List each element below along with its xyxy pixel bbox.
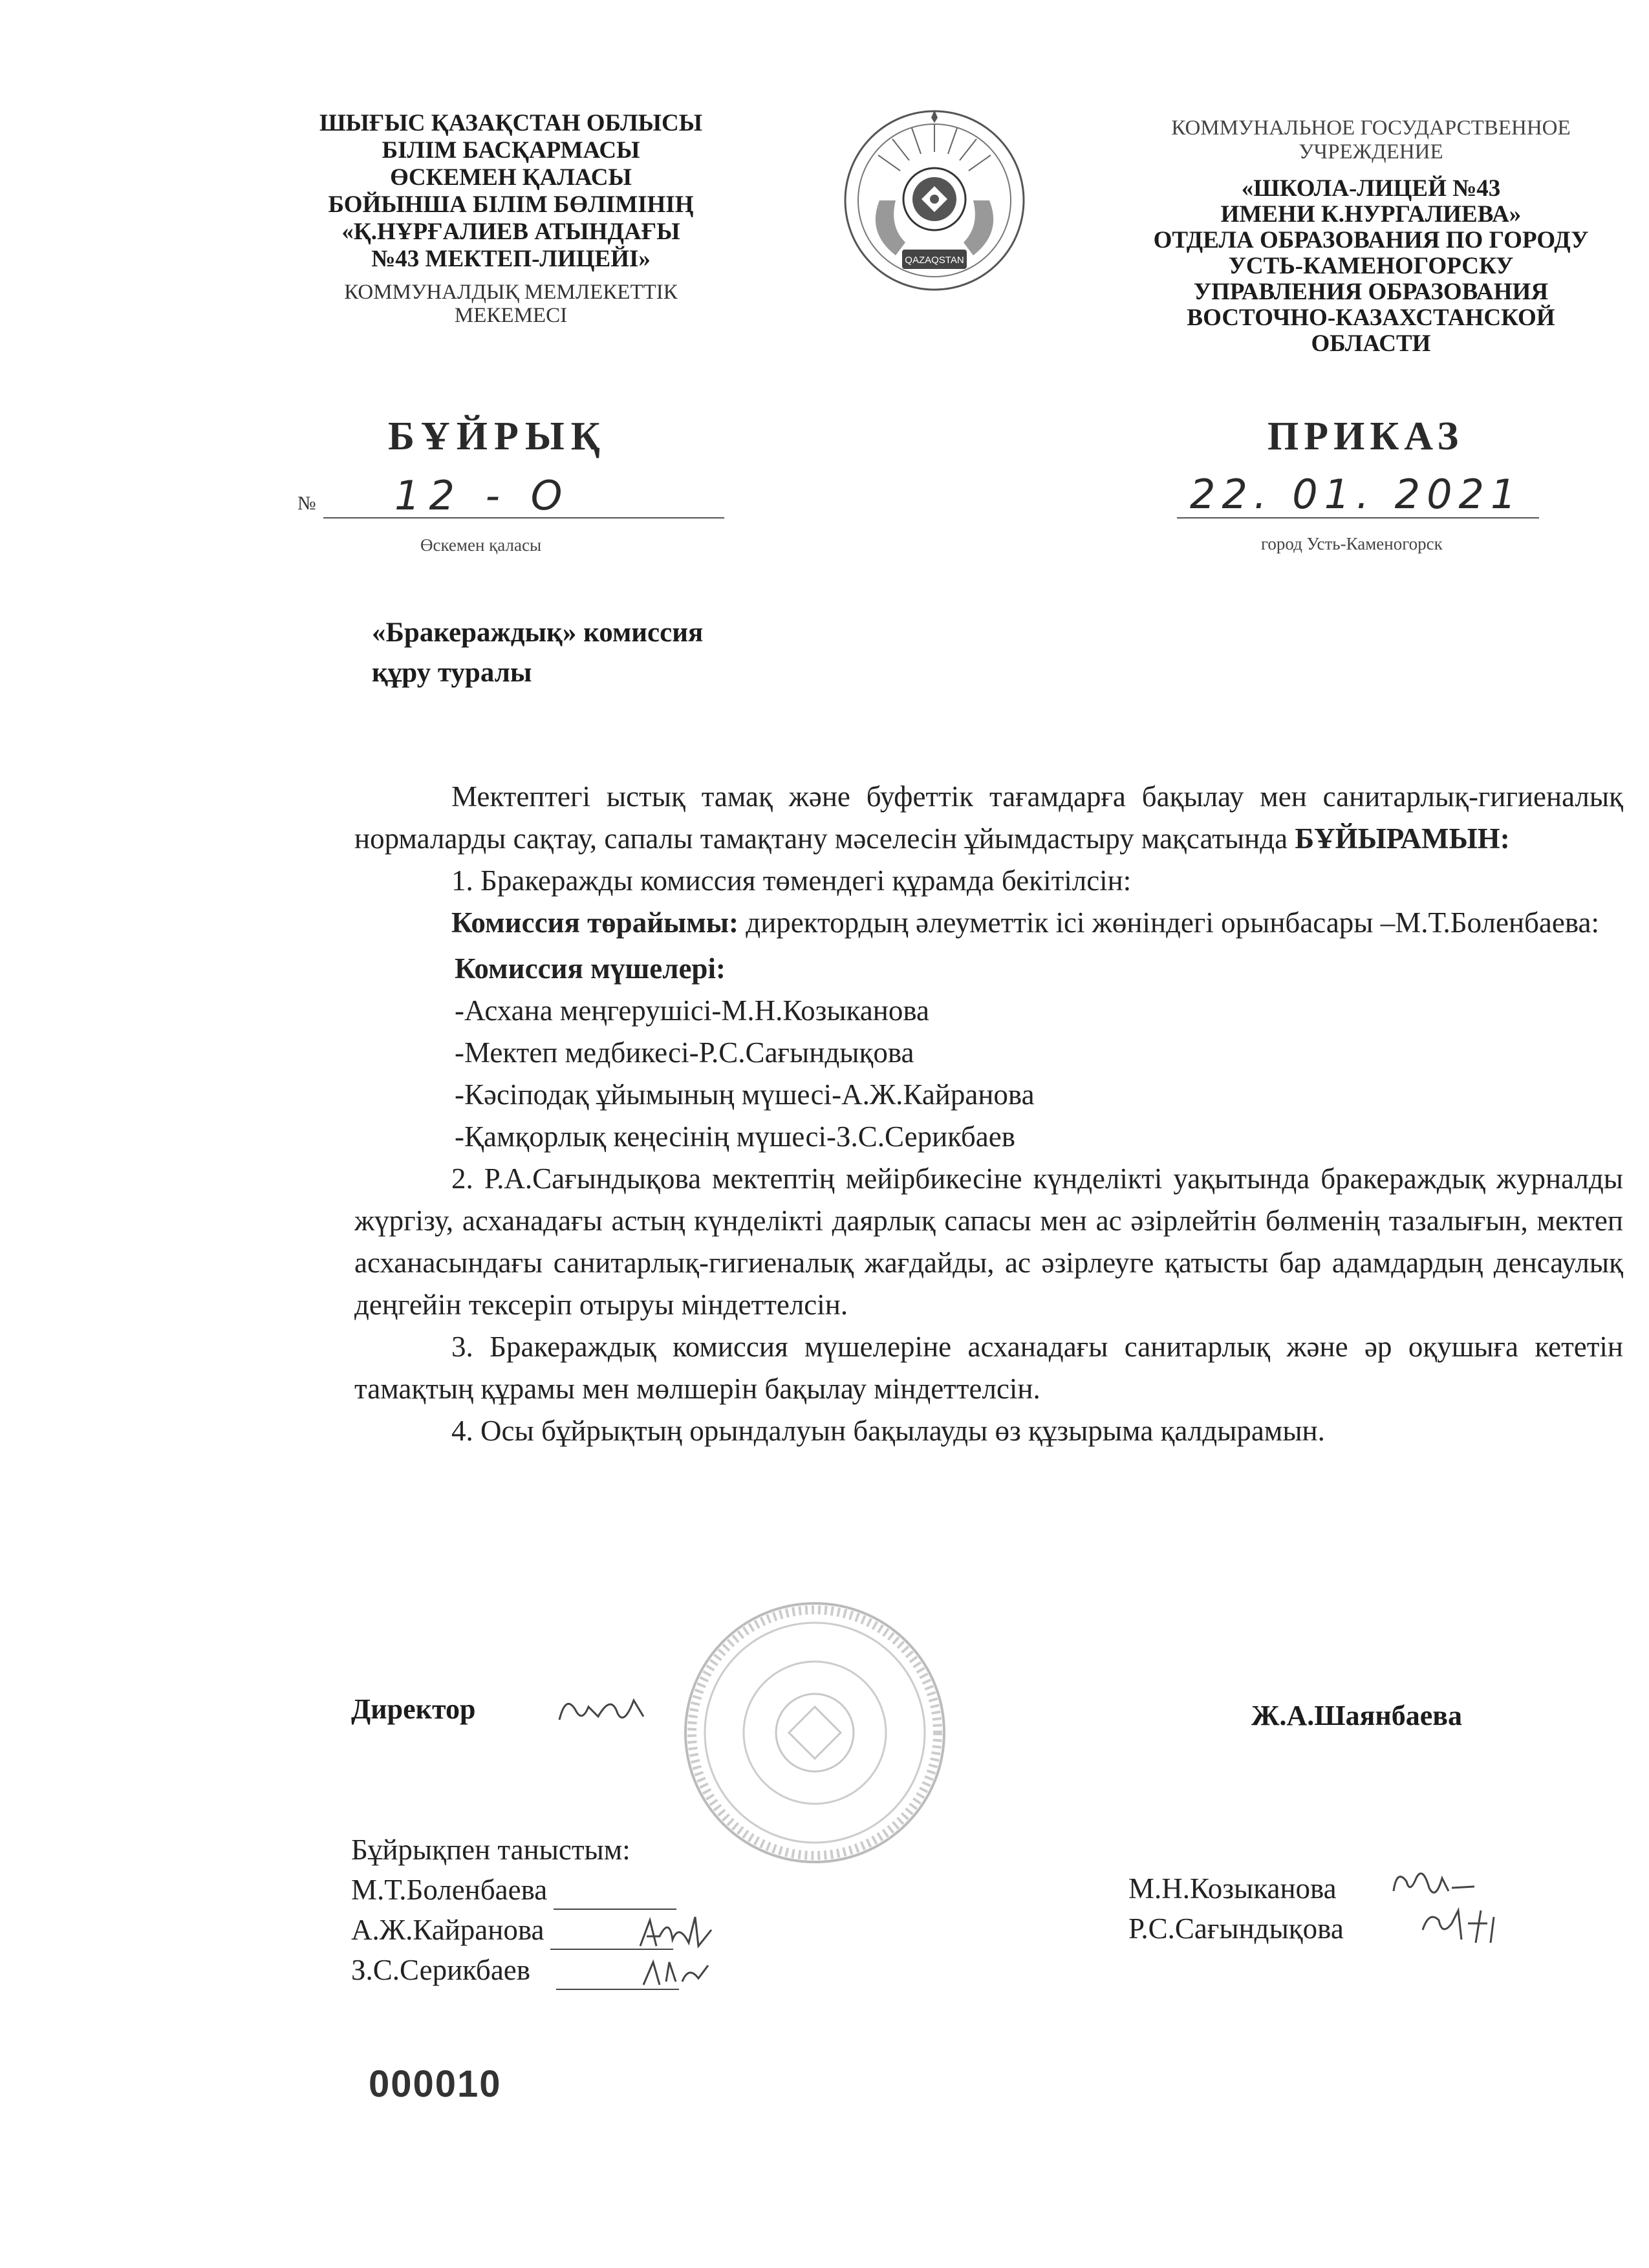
header-right-line: УСТЬ-КАМЕНОГОРСКУ — [1228, 253, 1514, 279]
members-label: Комиссия мүшелері: — [455, 952, 726, 985]
header-left-line: ӨСКЕМЕН ҚАЛАСЫ — [390, 164, 632, 191]
header-right-line: УПРАВЛЕНИЯ ОБРАЗОВАНИЯ — [1193, 279, 1549, 305]
ack-signature-line — [554, 1879, 676, 1910]
header-left-line: КОММУНАЛДЫҚ МЕМЛЕКЕТТІК — [344, 281, 678, 304]
ack-person: М.Н.Козыканова — [1128, 1872, 1337, 1905]
intro-bold: БҰЙЫРАМЫН: — [1295, 822, 1510, 855]
item-3 — [354, 1326, 1623, 1410]
signature-icon — [1416, 1904, 1507, 1949]
header-left-line: №43 МЕКТЕП-ЛИЦЕЙІ» — [371, 246, 651, 272]
acknowledgement-left — [351, 1830, 679, 1990]
ack-row — [351, 1910, 679, 1950]
chair-label: Комиссия төрайымы: — [451, 906, 739, 939]
item-4 — [354, 1410, 1623, 1452]
header-right-line: ИМЕНИ К.НУРГАЛИЕВА» — [1220, 201, 1522, 228]
signature-icon — [1387, 1862, 1478, 1907]
ack-person: Р.С.Сағындықова — [1128, 1912, 1344, 1945]
order-number-label: № — [297, 493, 316, 514]
header-right-line: ОТДЕЛА ОБРАЗОВАНИЯ ПО ГОРОДУ — [1153, 227, 1589, 253]
director-signature-icon — [553, 1687, 650, 1733]
header-right-line: «ШКОЛА-ЛИЦЕЙ №43 — [1241, 175, 1501, 202]
director-name: Ж.А.Шаянбаева — [1251, 1700, 1463, 1731]
ack-person: М.Т.Боленбаева — [351, 1874, 548, 1906]
item-2-text: Р.А.Сағындықова мектептің мейірбикесіне күнделікті уақытында бракераждық журналды жүргізу, асханадағы астың күнделікті даярлық сапасы мен ас әзірлейтін бөлменің тазалығын, мектеп асханасындағы санитарлық-гигиеналық жағдайды, ас әзірлеуге қатысты бар адамдардың денсаулық деңгейін тексеріп отыруы міндеттелсін. — [354, 1162, 1624, 1321]
state-emblem-icon — [841, 103, 1028, 297]
item-1-number: 1. — [451, 864, 473, 897]
official-stamp-icon — [679, 1597, 951, 1868]
header-right-line: КОММУНАЛЬНОЕ ГОСУДАРСТВЕННОЕ — [1171, 116, 1571, 140]
member-item: -Кәсіподақ ұйымының мүшесі-А.Ж.Кайранова — [455, 1078, 1035, 1111]
member-item: -Мектеп медбикесі-Р.С.Сағындықова — [455, 1036, 914, 1069]
acknowledgement-right — [1128, 1868, 1344, 1949]
intro-paragraph — [354, 776, 1623, 860]
header-left-kazakh — [259, 110, 763, 327]
member-item: -Қамқорлық кеңесінің мүшесі-З.С.Серикбаев — [455, 1120, 1015, 1153]
subject-line: «Бракераждық» комиссия — [372, 617, 704, 648]
members-label-row — [354, 948, 1623, 990]
order-subject — [372, 613, 703, 693]
item-4-number: 4. — [451, 1415, 473, 1447]
header-left-line: ШЫҒЫС ҚАЗАҚСТАН ОБЛЫСЫ — [319, 110, 703, 136]
ack-person: А.Ж.Кайранова — [351, 1914, 544, 1946]
item-1 — [354, 860, 1623, 902]
item-2 — [354, 1158, 1623, 1326]
item-2-number: 2. — [451, 1162, 473, 1195]
ack-person: З.С.Серикбаев — [351, 1954, 531, 1986]
item-3-number: 3. — [451, 1331, 473, 1363]
order-title-kz: БҰЙРЫҚ — [388, 414, 607, 458]
document-serial-number: 000010 — [369, 2063, 502, 2105]
item-1-text: Бракеражды комиссия төмендегі құрамда бекітілсін: — [480, 864, 1132, 897]
chair-paragraph — [354, 902, 1623, 944]
header-left-line: «Қ.НҰРҒАЛИЕВ АТЫНДАҒЫ — [341, 219, 680, 245]
header-left-line: МЕКЕМЕСІ — [454, 304, 568, 327]
order-title-ru: ПРИКАЗ — [1267, 414, 1464, 458]
header-right-line: ВОСТОЧНО-КАЗАХСТАНСКОЙ — [1187, 305, 1555, 331]
item-4-text: Осы бұйрықтың орындалуын бақылауды өз құзырыма қалдырамын. — [480, 1415, 1325, 1447]
intro-text: Мектептегі ыстық тамақ және буфеттік тағамдарға бақылау мен санитарлық-гигиеналық нормаларды сақтау, сапалы тамақтану мәселесін ұйымдастыру мақсатында — [354, 780, 1623, 855]
order-number-value: 12 - О — [394, 472, 572, 519]
acknowledgement-heading: Бұйрықпен таныстым: — [351, 1834, 630, 1866]
header-left-line: БОЙЫНША БІЛІМ БӨЛІМІНІҢ — [328, 191, 694, 218]
item-3-text: Бракераждық комиссия мүшелеріне асханадағы санитарлық және әр оқушыға кететін тамақтың құрамы мен мөлшерін бақылау міндеттелсін. — [354, 1331, 1624, 1405]
signature-icon — [634, 1910, 724, 1956]
order-date-value: 22. 01. 2021 — [1190, 471, 1523, 518]
city-kz: Өскемен қаласы — [420, 535, 542, 555]
ack-row — [351, 1870, 679, 1910]
order-body — [354, 776, 1623, 1452]
city-ru: город Усть-Каменогорск — [1261, 534, 1443, 553]
director-label: Директор — [351, 1693, 476, 1725]
chair-text: директордың әлеуметтік ісі жөніндегі орынбасары –М.Т.Боленбаева: — [746, 906, 1599, 939]
header-left-line: БІЛІМ БАСҚАРМАСЫ — [382, 137, 640, 164]
header-right-russian — [1138, 116, 1604, 357]
signature-icon — [637, 1952, 715, 1991]
ack-row — [351, 1950, 679, 1990]
member-item: -Асхана меңгерушісі-М.Н.Козыканова — [455, 994, 929, 1027]
header-right-line: ОБЛАСТИ — [1311, 330, 1431, 357]
header-right-line: УЧРЕЖДЕНИЕ — [1299, 140, 1443, 164]
subject-line: құру туралы — [372, 658, 532, 688]
emblem-ribbon: QAZAQSTAN — [905, 255, 964, 266]
